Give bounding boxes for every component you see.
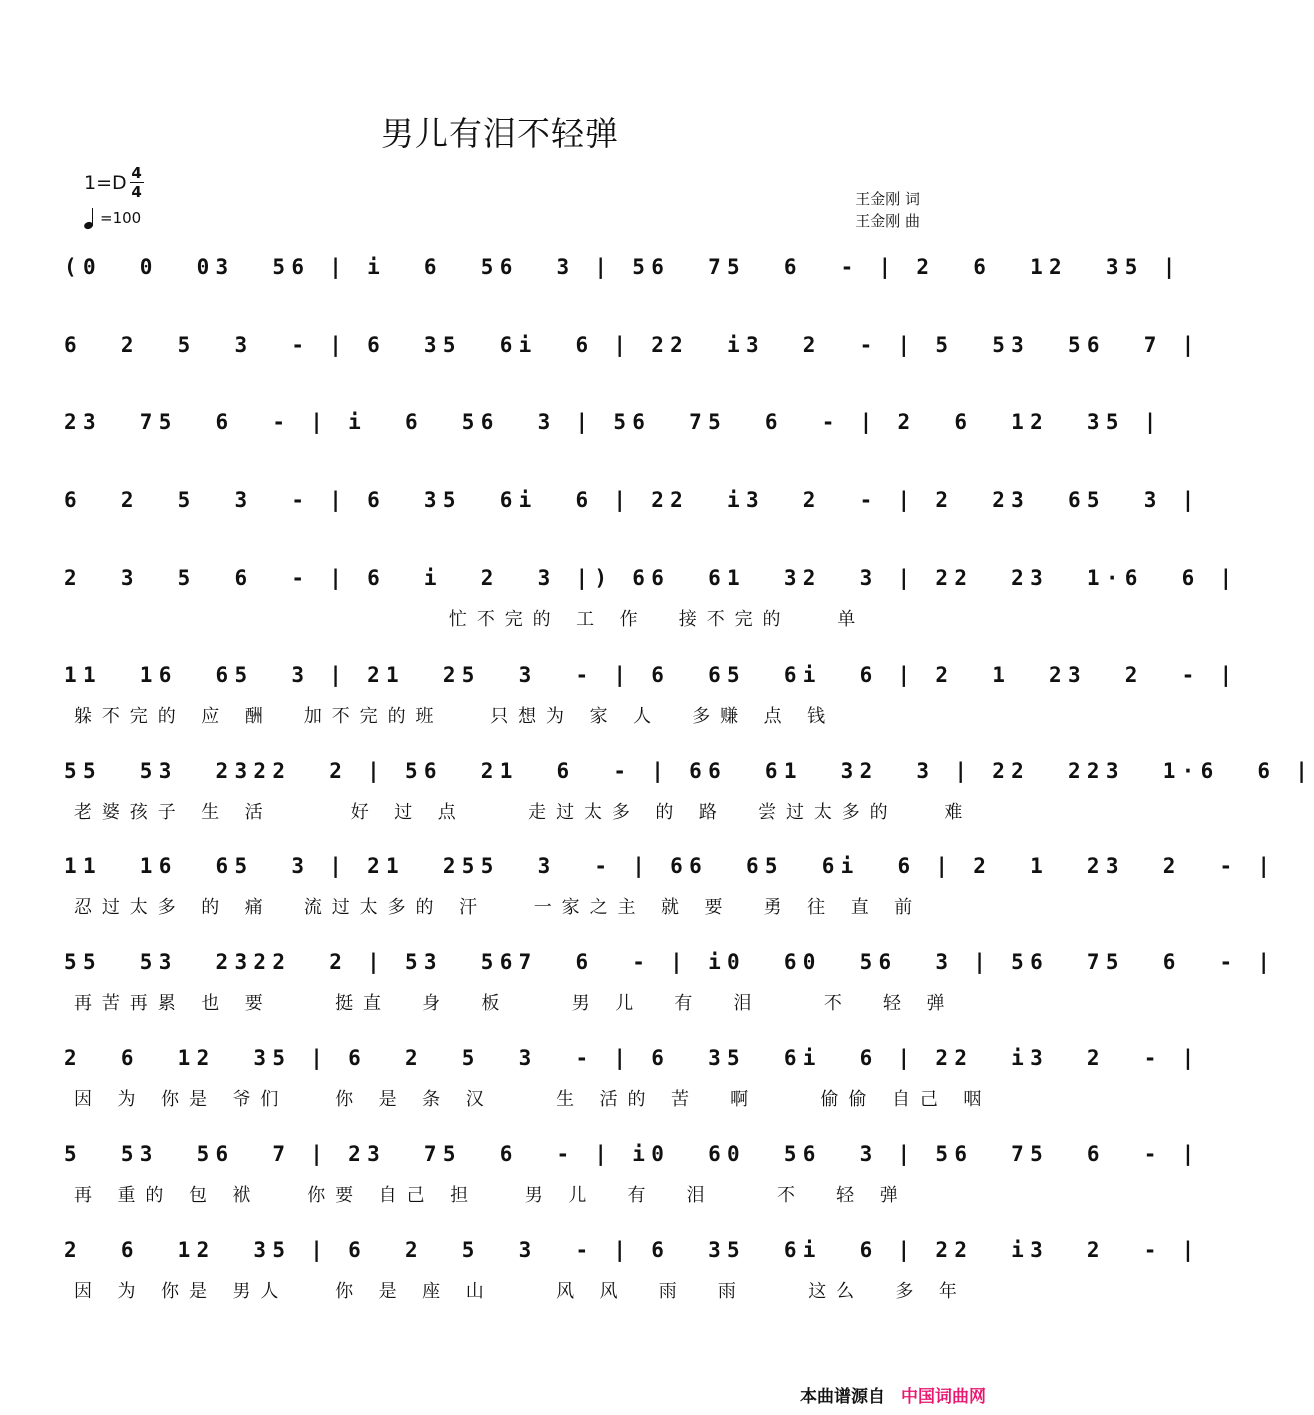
song-title: 男儿有泪不轻弹 bbox=[381, 114, 619, 153]
source-label: 本曲谱源自 bbox=[800, 1387, 885, 1407]
notation-line: 2 6 12 35 | 6 2 5 3 - | 6 35 6i 6 | 22 i3 2 - | bbox=[64, 1238, 1201, 1262]
notation-line: 55 53 2322 2 | 56 21 6 - | 66 61 32 3 | 22 223 1·6 6 | bbox=[64, 759, 1314, 783]
notation-line: 11 16 65 3 | 21 25 3 - | 6 65 6i 6 | 2 1 23 2 - | bbox=[64, 663, 1239, 687]
key-label: 1=D bbox=[84, 171, 127, 194]
tempo-marking bbox=[84, 207, 141, 229]
lyric-line: 忍过太多 的 痛 流过太多的 汗 一家之主 就 要 勇 往 直 前 bbox=[74, 897, 923, 918]
notation-line: 55 53 2322 2 | 53 567 6 - | i0 60 56 3 | 56 75 6 - | bbox=[64, 950, 1277, 974]
notation-line: 2 6 12 35 | 6 2 5 3 - | 6 35 6i 6 | 22 i3 2 - | bbox=[64, 1046, 1201, 1070]
footer-source bbox=[800, 1382, 986, 1407]
lyric-line: 因 为 你是 爷们 你 是 条 汉 生 活的 苦 啊 偷偷 自己 咽 bbox=[74, 1089, 992, 1110]
credits bbox=[855, 188, 920, 232]
lyric-line: 躲不完的 应 酬 加不完的班 只想为 家 人 多赚 点 钱 bbox=[74, 706, 836, 727]
notation-line: 11 16 65 3 | 21 255 3 - | 66 65 6i 6 | 2 1 23 2 - | bbox=[64, 854, 1277, 878]
site-link[interactable]: 中国词曲网 bbox=[901, 1387, 986, 1407]
key-signature bbox=[84, 165, 144, 200]
notation-line: 5 53 56 7 | 23 75 6 - | i0 60 56 3 | 56 75 6 - | bbox=[64, 1142, 1201, 1166]
notation-line: 2 3 5 6 - | 6 i 2 3 |) 66 61 32 3 | 22 23 1·6 6 | bbox=[64, 566, 1239, 590]
notation-line: (0 0 03 56 | i 6 56 3 | 56 75 6 - | 2 6 12 35 | bbox=[64, 255, 1182, 279]
time-top: 4 bbox=[131, 164, 142, 182]
lyric-line: 忙不完的 工 作 接不完的 单 bbox=[74, 609, 866, 630]
quarter-note-icon bbox=[84, 207, 96, 229]
composer: 王金刚 曲 bbox=[855, 212, 920, 230]
lyric-line: 再 重的 包 袱 你要 自己 担 男 儿 有 泪 不 轻 弹 bbox=[74, 1185, 908, 1206]
lyricist: 王金刚 词 bbox=[855, 190, 920, 208]
time-signature bbox=[130, 165, 144, 200]
tempo-value: =100 bbox=[100, 209, 142, 227]
lyric-line: 再苦再累 也 要 挺直 身 板 男 儿 有 泪 不 轻 弹 bbox=[74, 993, 955, 1014]
notation-line: 23 75 6 - | i 6 56 3 | 56 75 6 - | 2 6 12 35 | bbox=[64, 410, 1163, 434]
lyric-line: 老婆孩子 生 活 好 过 点 走过太多 的 路 尝过太多的 难 bbox=[74, 802, 973, 823]
time-bottom: 4 bbox=[131, 183, 142, 201]
notation-line: 6 2 5 3 - | 6 35 6i 6 | 22 i3 2 - | 2 23 65 3 | bbox=[64, 488, 1201, 512]
lyric-line: 因 为 你是 男人 你 是 座 山 风 风 雨 雨 这么 多 年 bbox=[74, 1281, 967, 1302]
notation-line: 6 2 5 3 - | 6 35 6i 6 | 22 i3 2 - | 5 53 56 7 | bbox=[64, 333, 1201, 357]
